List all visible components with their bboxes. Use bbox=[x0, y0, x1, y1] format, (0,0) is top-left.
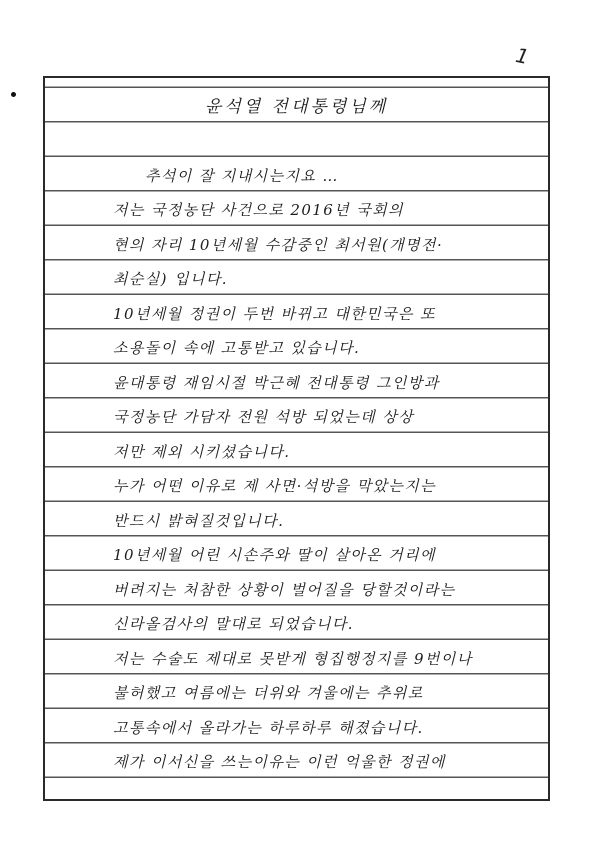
letter-line: 윤대통령 재임시절 박근혜 전대통령 그인방과 bbox=[113, 374, 440, 392]
ruled-letter-sheet bbox=[43, 76, 550, 801]
letter-line: 최순실) 입니다. bbox=[113, 270, 228, 288]
letter-line: 10년세월 정권이 두번 바뀌고 대한민국은 또 bbox=[113, 305, 436, 323]
letter-line: 10년세월 어린 시손주와 딸이 살아온 거리에 bbox=[113, 546, 436, 564]
letter-line: 저는 국정농단 사건으로 2016년 국회의 bbox=[113, 201, 404, 219]
letter-line: 소용돌이 속에 고통받고 있습니다. bbox=[113, 339, 361, 357]
letter-line: 신라올검사의 말대로 되었습니다. bbox=[113, 615, 354, 633]
letter-line: 현의 자리 10년세월 수감중인 최서원(개명전· bbox=[113, 236, 444, 254]
letter-line: 저만 제외 시키셨습니다. bbox=[113, 443, 291, 461]
letter-line: 버려지는 처참한 상황이 벌어질을 당할것이라는 bbox=[113, 581, 456, 599]
letter-line: 불허했고 여름에는 더위와 겨울에는 추위로 bbox=[113, 684, 424, 702]
letter-title: 윤석열 전대통령님께 bbox=[204, 97, 389, 117]
letter-line: 누가 어떤 이유로 제 사면·석방을 막았는지는 bbox=[113, 477, 437, 495]
letter-line: 제가 이서신을 쓰는이유는 이런 억울한 정권에 bbox=[113, 753, 446, 771]
letter-line: 반드시 밝혀질것입니다. bbox=[113, 512, 285, 530]
letter-line: 국정농단 가담자 전원 석방 되었는데 상상 bbox=[113, 408, 414, 426]
page-mark-dot bbox=[11, 92, 16, 97]
page-number: 1 bbox=[513, 42, 532, 70]
letter-line: 저는 수술도 제대로 못받게 형집행정지를 9번이나 bbox=[113, 650, 473, 668]
letter-line: 추석이 잘 지내시는지요 … bbox=[145, 167, 339, 185]
letter-line: 고통속에서 올라가는 하루하루 해졌습니다. bbox=[113, 719, 424, 737]
